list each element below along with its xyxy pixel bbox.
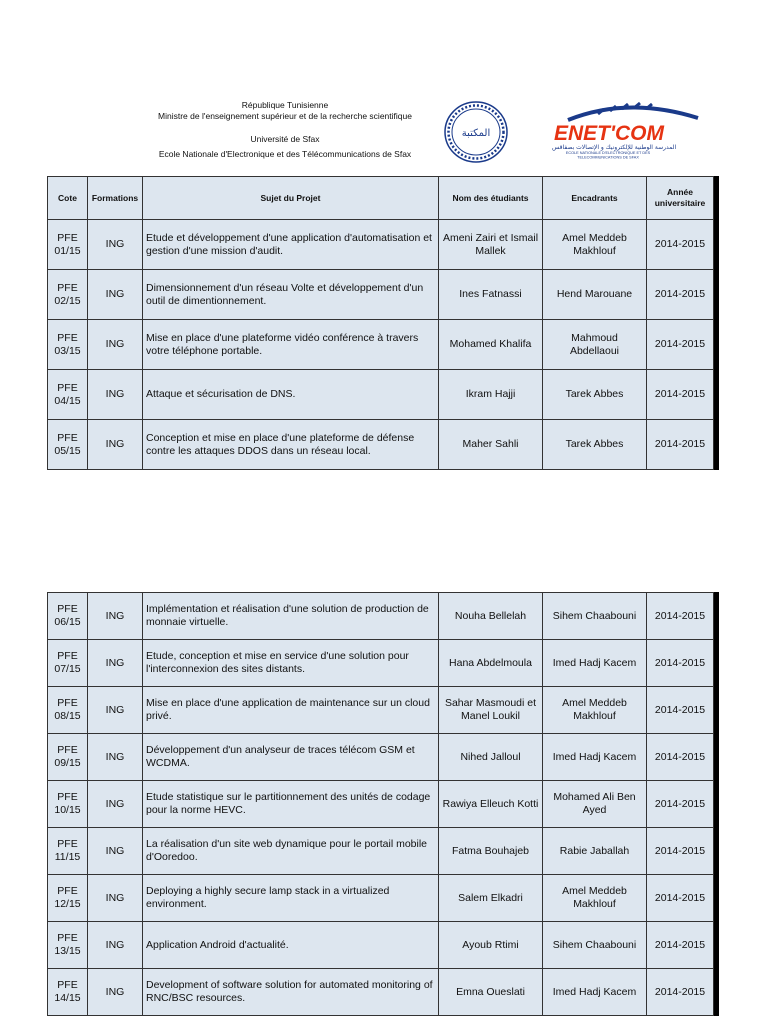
cell-sujet: Mise en place d'une plateforme vidéo conférence à travers votre téléphone portable. bbox=[143, 320, 439, 370]
cell-cote: PFE 02/15 bbox=[48, 270, 88, 320]
cell-etudiants: Ayoub Rtimi bbox=[439, 922, 543, 969]
cell-annee: 2014-2015 bbox=[647, 420, 714, 470]
cell-formation: ING bbox=[88, 687, 143, 734]
col-header-sujet: Sujet du Projet bbox=[143, 177, 439, 220]
cell-etudiants: Hana Abdelmoula bbox=[439, 640, 543, 687]
cell-sujet: Attaque et sécurisation de DNS. bbox=[143, 370, 439, 420]
logo-brand-text: ENET'COM bbox=[554, 122, 664, 145]
cell-encadrants: Tarek Abbes bbox=[543, 370, 647, 420]
col-header-encadrants: Encadrants bbox=[543, 177, 647, 220]
cell-etudiants: Ikram Hajji bbox=[439, 370, 543, 420]
table-row bbox=[48, 969, 714, 1016]
table-row bbox=[48, 875, 714, 922]
cell-annee: 2014-2015 bbox=[647, 828, 714, 875]
table-row bbox=[48, 687, 714, 734]
cell-cote: PFE 07/15 bbox=[48, 640, 88, 687]
cell-sujet: Etude statistique sur le partitionnement des unités de codage pour la norme HEVC. bbox=[143, 781, 439, 828]
cell-formation: ING bbox=[88, 875, 143, 922]
table-row bbox=[48, 420, 714, 470]
library-seal-icon bbox=[443, 100, 509, 164]
cell-cote: PFE 12/15 bbox=[48, 875, 88, 922]
table-row bbox=[48, 320, 714, 370]
cell-formation: ING bbox=[88, 220, 143, 270]
header-university: Université de Sfax bbox=[250, 134, 320, 144]
cell-annee: 2014-2015 bbox=[647, 270, 714, 320]
col-header-annee: Année universitaire bbox=[647, 177, 714, 220]
cell-etudiants: Ameni Zairi et Ismail Mallek bbox=[439, 220, 543, 270]
seal-text: المكتبة bbox=[461, 128, 491, 139]
cell-encadrants: Rabie Jaballah bbox=[543, 828, 647, 875]
cell-etudiants: Fatma Bouhajeb bbox=[439, 828, 543, 875]
cell-sujet: Etude, conception et mise en service d'une solution pour l'interconnexion des sites distants. bbox=[143, 640, 439, 687]
cell-annee: 2014-2015 bbox=[647, 370, 714, 420]
cell-annee: 2014-2015 bbox=[647, 593, 714, 640]
table-row bbox=[48, 270, 714, 320]
enetcom-logo bbox=[548, 100, 708, 160]
col-header-formations: Formations bbox=[88, 177, 143, 220]
cell-cote: PFE 08/15 bbox=[48, 687, 88, 734]
cell-formation: ING bbox=[88, 969, 143, 1016]
table-row bbox=[48, 781, 714, 828]
cell-encadrants: Mahmoud Abdellaoui bbox=[543, 320, 647, 370]
cell-annee: 2014-2015 bbox=[647, 969, 714, 1016]
cell-formation: ING bbox=[88, 370, 143, 420]
cell-encadrants: Imed Hadj Kacem bbox=[543, 969, 647, 1016]
cell-sujet: La réalisation d'un site web dynamique pour le portail mobile d'Ooredoo. bbox=[143, 828, 439, 875]
cell-cote: PFE 10/15 bbox=[48, 781, 88, 828]
logo-subtitle-1: ECOLE NATIONALE D'ELECTRONIQUE ET DES bbox=[565, 151, 651, 155]
cell-encadrants: Mohamed Ali Ben Ayed bbox=[543, 781, 647, 828]
cell-cote: PFE 06/15 bbox=[48, 593, 88, 640]
cell-annee: 2014-2015 bbox=[647, 875, 714, 922]
header-ministry: Ministre de l'enseignement supérieur et de la recherche scientifique bbox=[158, 111, 412, 121]
cell-encadrants: Amel Meddeb Makhlouf bbox=[543, 875, 647, 922]
cell-etudiants: Nihed Jalloul bbox=[439, 734, 543, 781]
cell-etudiants: Salem Elkadri bbox=[439, 875, 543, 922]
cell-formation: ING bbox=[88, 270, 143, 320]
cell-etudiants: Sahar Masmoudi et Manel Loukil bbox=[439, 687, 543, 734]
cell-cote: PFE 05/15 bbox=[48, 420, 88, 470]
cell-annee: 2014-2015 bbox=[647, 320, 714, 370]
cell-formation: ING bbox=[88, 781, 143, 828]
cell-formation: ING bbox=[88, 593, 143, 640]
cell-cote: PFE 11/15 bbox=[48, 828, 88, 875]
col-header-cote: Cote bbox=[48, 177, 88, 220]
cell-sujet: Development of software solution for automated monitoring of RNC/BSC resources. bbox=[143, 969, 439, 1016]
cell-formation: ING bbox=[88, 640, 143, 687]
col-header-etudiants: Nom des étudiants bbox=[439, 177, 543, 220]
cell-formation: ING bbox=[88, 320, 143, 370]
cell-annee: 2014-2015 bbox=[647, 687, 714, 734]
cell-etudiants: Ines Fatnassi bbox=[439, 270, 543, 320]
cell-etudiants: Maher Sahli bbox=[439, 420, 543, 470]
table-row bbox=[48, 734, 714, 781]
cell-sujet: Etude et développement d'une application d'automatisation et gestion d'une mission d'audit. bbox=[143, 220, 439, 270]
cell-sujet: Mise en place d'une application de maintenance sur un cloud privé. bbox=[143, 687, 439, 734]
cell-cote: PFE 03/15 bbox=[48, 320, 88, 370]
table-row bbox=[48, 828, 714, 875]
cell-annee: 2014-2015 bbox=[647, 781, 714, 828]
table-row bbox=[48, 370, 714, 420]
cell-cote: PFE 04/15 bbox=[48, 370, 88, 420]
cell-formation: ING bbox=[88, 828, 143, 875]
table-row bbox=[48, 640, 714, 687]
table-header-row bbox=[48, 177, 714, 220]
cell-sujet: Conception et mise en place d'une plateforme de défense contre les attaques DDOS dans un réseau local. bbox=[143, 420, 439, 470]
cell-sujet: Application Android d'actualité. bbox=[143, 922, 439, 969]
cell-sujet: Implémentation et réalisation d'une solution de production de monnaie virtuelle. bbox=[143, 593, 439, 640]
cell-encadrants: Tarek Abbes bbox=[543, 420, 647, 470]
table-row bbox=[48, 593, 714, 640]
cell-sujet: Dimensionnement d'un réseau Volte et développement d'un outil de dimentionnement. bbox=[143, 270, 439, 320]
logo-subtitle-2: TELECOMMUNICATIONS DE SFAX bbox=[577, 155, 639, 160]
cell-encadrants: Amel Meddeb Makhlouf bbox=[543, 687, 647, 734]
cell-annee: 2014-2015 bbox=[647, 220, 714, 270]
cell-etudiants: Mohamed Khalifa bbox=[439, 320, 543, 370]
header-republic: République Tunisienne bbox=[241, 100, 329, 110]
projects-table-2 bbox=[47, 592, 714, 1016]
cell-cote: PFE 13/15 bbox=[48, 922, 88, 969]
cell-encadrants: Imed Hadj Kacem bbox=[543, 734, 647, 781]
cell-annee: 2014-2015 bbox=[647, 734, 714, 781]
cell-etudiants: Rawiya Elleuch Kotti bbox=[439, 781, 543, 828]
cell-cote: PFE 09/15 bbox=[48, 734, 88, 781]
cell-encadrants: Sihem Chaabouni bbox=[543, 593, 647, 640]
cell-annee: 2014-2015 bbox=[647, 640, 714, 687]
header-school: Ecole Nationale d'Electronique et des Télécommunications de Sfax bbox=[158, 149, 412, 159]
table-row bbox=[48, 220, 714, 270]
cell-sujet: Deploying a highly secure lamp stack in a virtualized environment. bbox=[143, 875, 439, 922]
cell-cote: PFE 01/15 bbox=[48, 220, 88, 270]
cell-encadrants: Imed Hadj Kacem bbox=[543, 640, 647, 687]
cell-formation: ING bbox=[88, 420, 143, 470]
cell-formation: ING bbox=[88, 734, 143, 781]
table-row bbox=[48, 922, 714, 969]
cell-encadrants: Amel Meddeb Makhlouf bbox=[543, 220, 647, 270]
cell-formation: ING bbox=[88, 922, 143, 969]
cell-cote: PFE 14/15 bbox=[48, 969, 88, 1016]
logo-arabic-text: المدرسة الوطنية للإلكترونيك و الإتصالات بصفاقس bbox=[552, 144, 677, 151]
projects-table-1 bbox=[47, 176, 714, 470]
cell-etudiants: Nouha Bellelah bbox=[439, 593, 543, 640]
cell-etudiants: Emna Oueslati bbox=[439, 969, 543, 1016]
cell-encadrants: Sihem Chaabouni bbox=[543, 922, 647, 969]
cell-encadrants: Hend Marouane bbox=[543, 270, 647, 320]
cell-sujet: Développement d'un analyseur de traces télécom GSM et WCDMA. bbox=[143, 734, 439, 781]
document-header bbox=[120, 100, 450, 160]
cell-annee: 2014-2015 bbox=[647, 922, 714, 969]
